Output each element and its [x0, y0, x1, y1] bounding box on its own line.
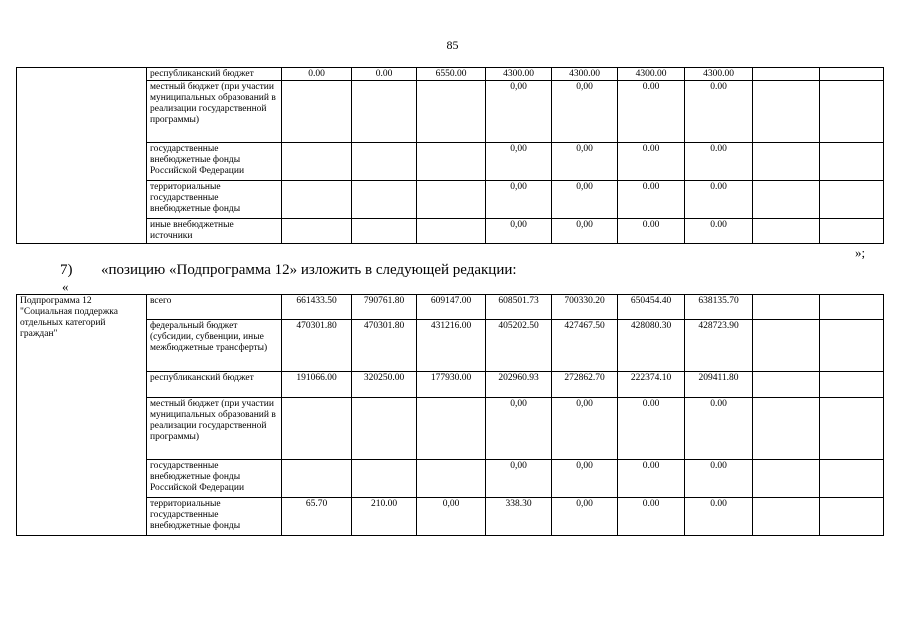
value-cell [753, 181, 820, 219]
value-cell: 0,00 [486, 398, 552, 460]
value-cell: 0,00 [552, 460, 618, 498]
value-cell: 0.00 [685, 143, 753, 181]
table-row [17, 398, 884, 460]
value-cell [820, 219, 884, 244]
table-row [17, 295, 884, 320]
value-cell: 431216.00 [417, 320, 486, 372]
value-cell: 320250.00 [352, 372, 417, 398]
value-cell [352, 81, 417, 143]
table-row [17, 143, 884, 181]
value-cell [282, 460, 352, 498]
value-cell: 4300.00 [486, 68, 552, 81]
table-row [17, 68, 884, 81]
value-cell [753, 398, 820, 460]
program-name-cell [17, 68, 147, 244]
value-cell [820, 295, 884, 320]
value-cell [820, 398, 884, 460]
value-cell [820, 372, 884, 398]
table-row [17, 81, 884, 143]
funding-source-label: всего [147, 295, 282, 320]
value-cell: 177930.00 [417, 372, 486, 398]
value-cell: 0.00 [618, 460, 685, 498]
table-row [17, 320, 884, 372]
value-cell: 0.00 [618, 498, 685, 536]
value-cell: 0.00 [685, 81, 753, 143]
value-cell [417, 81, 486, 143]
value-cell: 661433.50 [282, 295, 352, 320]
table-row [17, 460, 884, 498]
opening-quote-mark: « [62, 279, 69, 294]
value-cell [820, 81, 884, 143]
budget-table-continued [16, 67, 884, 244]
value-cell [282, 219, 352, 244]
value-cell: 427467.50 [552, 320, 618, 372]
value-cell: 338.30 [486, 498, 552, 536]
value-cell: 0,00 [417, 498, 486, 536]
value-cell: 65.70 [282, 498, 352, 536]
value-cell: 608501.73 [486, 295, 552, 320]
value-cell [352, 398, 417, 460]
value-cell: 405202.50 [486, 320, 552, 372]
value-cell: 0,00 [486, 181, 552, 219]
value-cell: 272862.70 [552, 372, 618, 398]
value-cell [352, 460, 417, 498]
value-cell: 4300.00 [618, 68, 685, 81]
value-cell: 0,00 [552, 143, 618, 181]
value-cell [753, 219, 820, 244]
funding-source-label: местный бюджет (при участии муниципальных образований в реализации государственной программы) [147, 81, 282, 143]
funding-source-label: государственные внебюджетные фонды Российской Федерации [147, 143, 282, 181]
closing-quote-mark: »; [855, 245, 866, 260]
value-cell: 202960.93 [486, 372, 552, 398]
funding-source-label: иные внебюджетные источники [147, 219, 282, 244]
value-cell [820, 460, 884, 498]
value-cell: 0,00 [486, 460, 552, 498]
value-cell [820, 320, 884, 372]
value-cell [753, 143, 820, 181]
value-cell [753, 460, 820, 498]
value-cell: 0,00 [552, 498, 618, 536]
value-cell [753, 498, 820, 536]
value-cell: 0.00 [352, 68, 417, 81]
funding-source-label: местный бюджет (при участии муниципальных образований в реализации государственной программы) [147, 398, 282, 460]
value-cell [417, 398, 486, 460]
table-row [17, 372, 884, 398]
value-cell [352, 143, 417, 181]
value-cell [282, 181, 352, 219]
value-cell [820, 181, 884, 219]
value-cell: 470301.80 [352, 320, 417, 372]
value-cell: 650454.40 [618, 295, 685, 320]
value-cell: 790761.80 [352, 295, 417, 320]
value-cell: 0.00 [685, 219, 753, 244]
value-cell: 700330.20 [552, 295, 618, 320]
value-cell: 222374.10 [618, 372, 685, 398]
value-cell [417, 460, 486, 498]
funding-source-label: территориальные государственные внебюджетные фонды [147, 181, 282, 219]
value-cell: 209411.80 [685, 372, 753, 398]
value-cell [282, 398, 352, 460]
value-cell: 210.00 [352, 498, 417, 536]
value-cell: 0,00 [552, 398, 618, 460]
table-row [17, 498, 884, 536]
value-cell: 191066.00 [282, 372, 352, 398]
value-cell [417, 219, 486, 244]
value-cell: 0.00 [618, 219, 685, 244]
value-cell: 0.00 [618, 81, 685, 143]
value-cell: 0.00 [685, 498, 753, 536]
value-cell: 0.00 [618, 181, 685, 219]
value-cell: 0.00 [618, 398, 685, 460]
value-cell [820, 498, 884, 536]
value-cell [820, 143, 884, 181]
value-cell: 4300.00 [552, 68, 618, 81]
value-cell [282, 81, 352, 143]
value-cell [753, 81, 820, 143]
value-cell [753, 295, 820, 320]
value-cell: 0,00 [486, 143, 552, 181]
value-cell [282, 143, 352, 181]
funding-source-label: государственные внебюджетные фонды Российской Федерации [147, 460, 282, 498]
value-cell: 0,00 [486, 81, 552, 143]
value-cell: 609147.00 [417, 295, 486, 320]
funding-source-label: республиканский бюджет [147, 68, 282, 81]
value-cell: 0.00 [618, 143, 685, 181]
table-row [17, 219, 884, 244]
value-cell [417, 143, 486, 181]
value-cell: 0,00 [486, 219, 552, 244]
value-cell: 0.00 [685, 181, 753, 219]
value-cell: 428723.90 [685, 320, 753, 372]
value-cell [820, 68, 884, 81]
instruction-text: «позицию «Подпрограмма 12» изложить в следующей редакции: [101, 262, 517, 278]
item-number: 7) [60, 262, 73, 278]
value-cell: 0,00 [552, 219, 618, 244]
page-number: 85 [446, 38, 459, 52]
value-cell: 6550.00 [417, 68, 486, 81]
value-cell: 4300.00 [685, 68, 753, 81]
value-cell [352, 181, 417, 219]
funding-source-label: федеральный бюджет (субсидии, субвенции, иные межбюджетные трансферты) [147, 320, 282, 372]
funding-source-label: республиканский бюджет [147, 372, 282, 398]
funding-source-label: территориальные государственные внебюджетные фонды [147, 498, 282, 536]
value-cell: 0.00 [685, 460, 753, 498]
value-cell [352, 219, 417, 244]
budget-table-subprogram-12 [16, 294, 884, 536]
table-row [17, 181, 884, 219]
value-cell [753, 320, 820, 372]
value-cell [417, 181, 486, 219]
value-cell [753, 68, 820, 81]
value-cell: 428080.30 [618, 320, 685, 372]
value-cell: 470301.80 [282, 320, 352, 372]
value-cell: 0.00 [282, 68, 352, 81]
value-cell: 0,00 [552, 81, 618, 143]
program-name-cell: Подпрограмма 12 "Социальная поддержка отдельных категорий граждан" [17, 295, 147, 536]
value-cell [753, 372, 820, 398]
value-cell: 638135.70 [685, 295, 753, 320]
value-cell: 0,00 [552, 181, 618, 219]
value-cell: 0.00 [685, 398, 753, 460]
